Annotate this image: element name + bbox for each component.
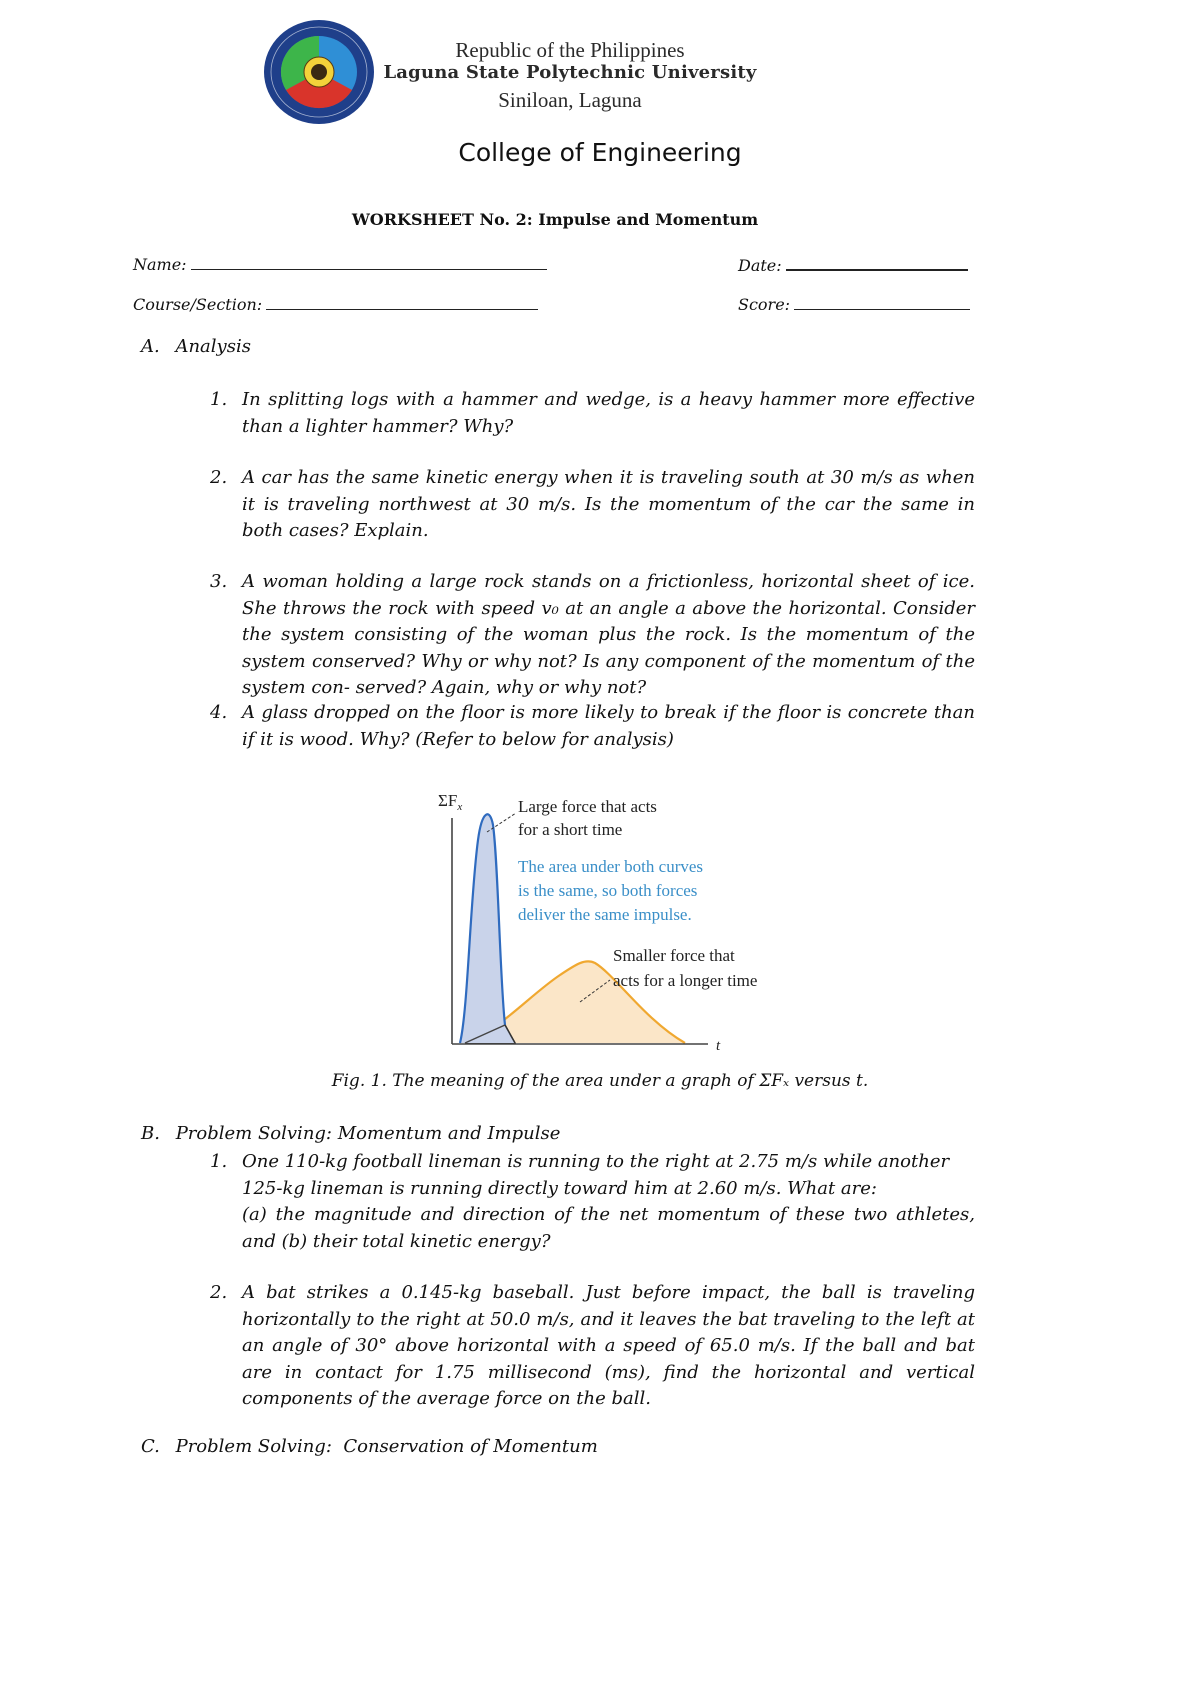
- question-text: A bat strikes a 0.145-kg baseball. Just before impact, the ball is traveling horizontally to the right at 50.0 m/s, and it leaves the bat traveling to the left at an angle of 30° above horizontal with a speed of 65.0 m/s. If the ball and bat are in contact for 1.75 millisecond (ms), find the horizontal and vertical components of the average force on the ball.: [242, 1282, 975, 1409]
- question-text: One 110-kg football lineman is running to the right at 2.75 m/s while another 125-kg lineman is running directly toward him at 2.60 m/s. What are:: [242, 1151, 950, 1199]
- university-logo: [262, 18, 376, 126]
- section-b-heading: [141, 1123, 560, 1144]
- question-a4: [210, 700, 975, 753]
- question-text-parts: (a) the magnitude and direction of the net momentum of these two athletes, and (b) their total kinetic energy?: [242, 1204, 975, 1252]
- question-text: A glass dropped on the floor is more likely to break if the floor is concrete than if it is wood. Why? (Refer to below for analysis): [242, 702, 975, 750]
- annotation-small-1: Smaller force that: [613, 946, 735, 965]
- header-university: Laguna State Polytechnic University: [383, 62, 757, 83]
- annotation-small-2: acts for a longer time: [613, 971, 758, 990]
- section-a-heading: [141, 336, 251, 357]
- worksheet-title: WORKSHEET No. 2: Impulse and Momentum: [351, 210, 759, 229]
- date-label: Date:: [738, 256, 782, 275]
- impulse-figure: [430, 780, 790, 1060]
- score-field[interactable]: [738, 295, 970, 314]
- section-a-letter: A.: [141, 336, 160, 357]
- section-a-title: Analysis: [175, 336, 251, 357]
- question-a1: [210, 387, 975, 440]
- name-input[interactable]: [191, 255, 547, 270]
- course-label: Course/Section:: [133, 295, 263, 314]
- question-text: A car has the same kinetic energy when it is traveling south at 30 m/s as when it is traveling northwest at 30 m/s. Is the momentum of the car the same in both cases? Explain.: [242, 467, 975, 541]
- course-field[interactable]: [133, 295, 538, 314]
- header-country: Republic of the Philippines: [455, 38, 685, 62]
- score-label: Score:: [738, 295, 791, 314]
- course-input[interactable]: [266, 295, 538, 310]
- section-c-title: Problem Solving: Conservation of Momentum: [175, 1436, 598, 1457]
- section-b-title: Problem Solving: Momentum and Impulse: [175, 1123, 561, 1144]
- question-a2: [210, 465, 975, 545]
- name-label: Name:: [133, 255, 187, 274]
- annotation-area-2: is the same, so both forces: [518, 881, 698, 900]
- date-input[interactable]: [786, 255, 968, 271]
- section-b-letter: B.: [141, 1123, 160, 1144]
- y-axis-label: $\Sigma F_x$: [438, 791, 463, 813]
- question-b1: [210, 1149, 975, 1255]
- header-location: Siniloan, Laguna: [498, 88, 642, 112]
- date-field[interactable]: [738, 255, 968, 275]
- score-input[interactable]: [794, 295, 970, 310]
- question-text: In splitting logs with a hammer and wedge, is a heavy hammer more effective than a lighter hammer? Why?: [242, 389, 975, 437]
- question-b2: [210, 1280, 975, 1413]
- question-number: 1.: [210, 1151, 228, 1172]
- question-number: 2.: [210, 467, 228, 488]
- section-c-letter: C.: [141, 1436, 160, 1457]
- annotation-large-1: Large force that acts: [518, 797, 657, 816]
- x-axis-label: t: [716, 1038, 721, 1054]
- question-a3: [210, 569, 975, 702]
- question-number: 3.: [210, 571, 228, 592]
- annotation-area-1: The area under both curves: [518, 857, 704, 876]
- question-text: A woman holding a large rock stands on a frictionless, horizontal sheet of ice. She throws the rock with speed v₀ at an angle a above the horizontal. Consider the system consisting of the woman plus the rock. Is the momentum of the system conserved? Why or why not? Is any component of the momentum of the system con- served? Again, why or why not?: [242, 571, 975, 698]
- question-number: 4.: [210, 702, 228, 723]
- annotation-large-2: for a short time: [518, 820, 623, 839]
- question-number: 1.: [210, 389, 228, 410]
- annotation-area-3: deliver the same impulse.: [518, 905, 692, 924]
- name-field[interactable]: [133, 255, 547, 274]
- college-name: College of Engineering: [458, 138, 742, 167]
- section-c-heading: [141, 1436, 598, 1457]
- question-number: 2.: [210, 1282, 228, 1303]
- figure-caption: Fig. 1. The meaning of the area under a graph of ΣFₓ versus t.: [331, 1071, 869, 1091]
